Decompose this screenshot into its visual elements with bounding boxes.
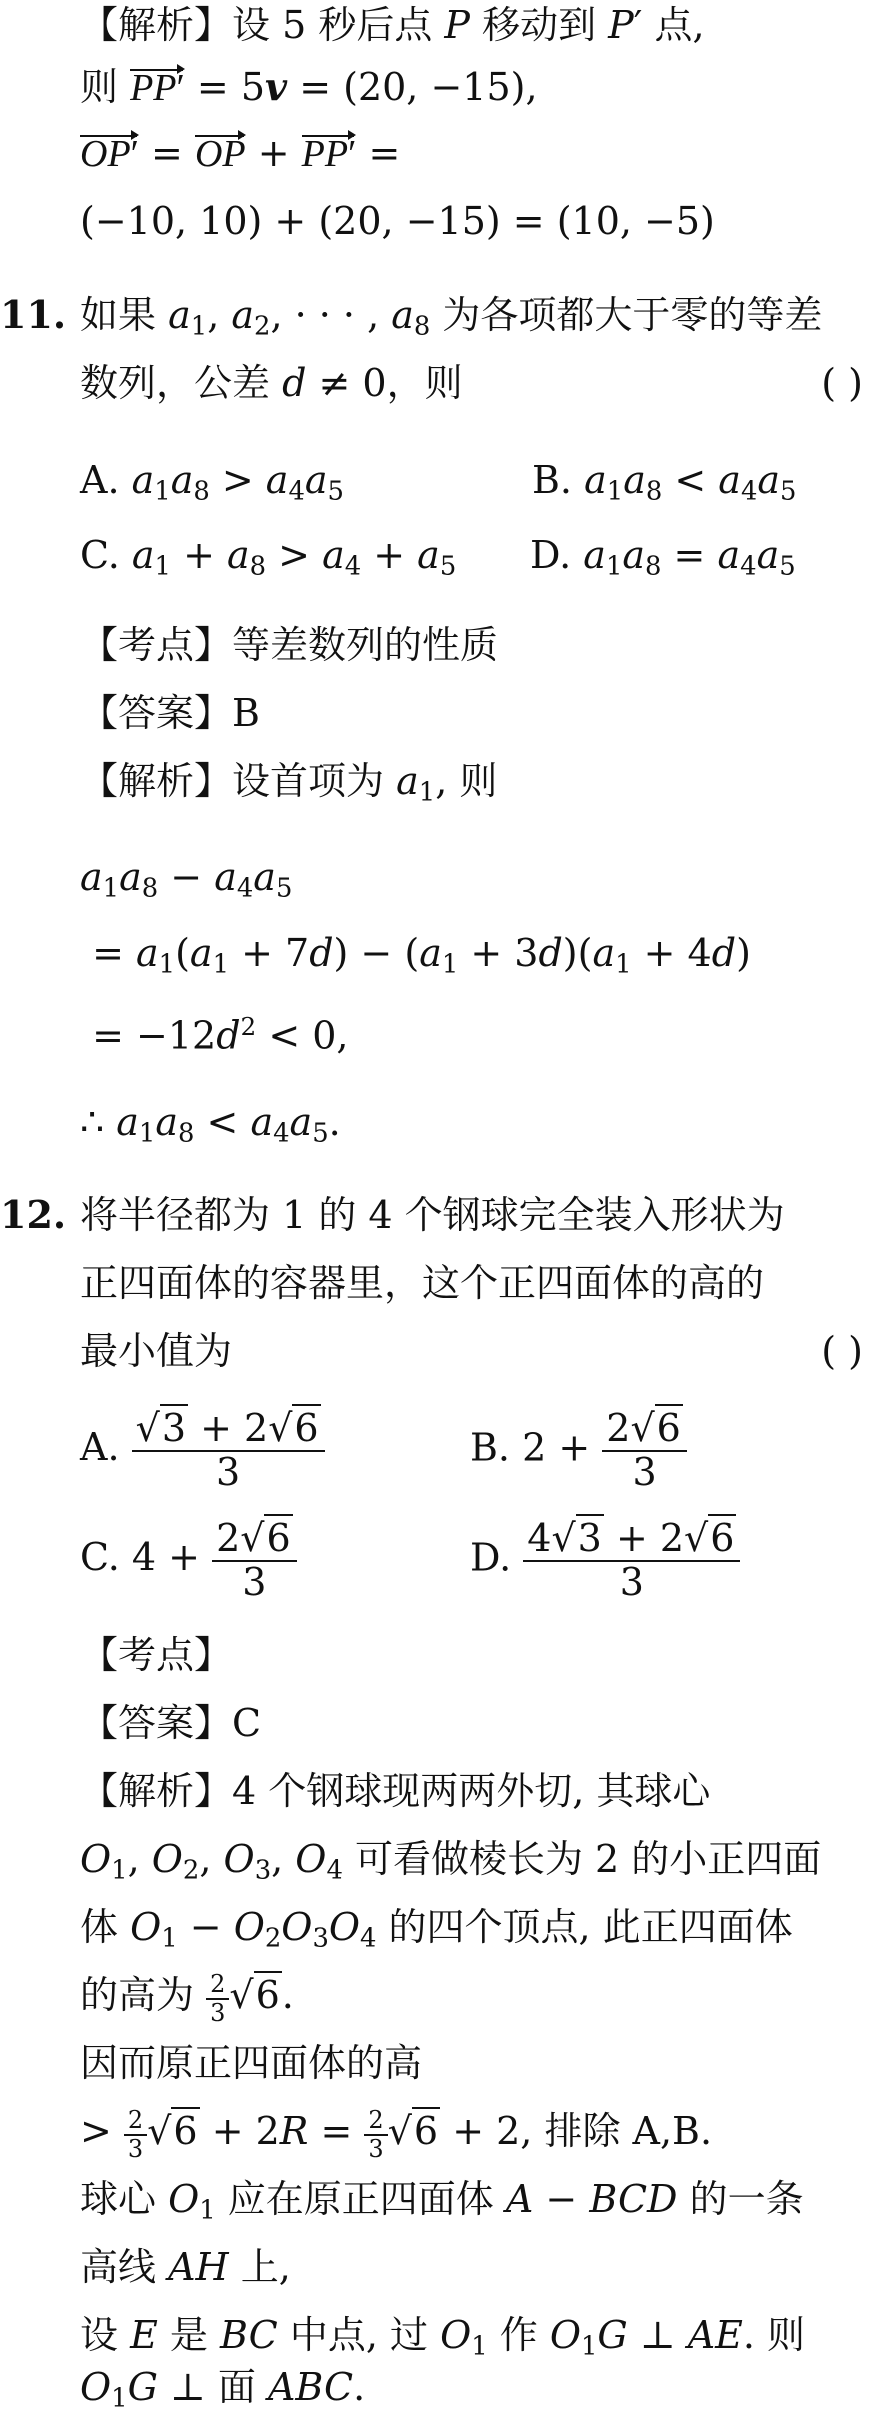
q12-option-c: C. 4 + $\frac{2√6}{3}$ bbox=[80, 1535, 297, 1579]
q12-stem-line-2: 正四面体的容器里，这个正四面体的高的 bbox=[80, 1261, 765, 1305]
q11-number: 11. bbox=[0, 292, 67, 337]
q12-number: 12. bbox=[0, 1192, 67, 1237]
q11-option-c: C. $a_1 + a_8 > a_4 + a_5$ bbox=[80, 533, 457, 582]
q12-analysis-line-3: 体 $O_1 - O_2O_3O_4$ 的四个顶点, 此正四面体 bbox=[80, 1905, 793, 1954]
q11-kaodian: 【考点】等差数列的性质 bbox=[80, 623, 499, 667]
prev-analysis-line-2: 则 PP′ = 5v = (20, −15), bbox=[80, 62, 869, 112]
q11-calc-1: $a_1a_8 - a_4a_5$ bbox=[80, 855, 293, 904]
q11-options-row-1 bbox=[80, 455, 869, 505]
q12-options-row-1 bbox=[80, 1408, 869, 1504]
q12-analysis-line-1: 【解析】4 个钢球现两两外切, 其球心 bbox=[80, 1769, 711, 1813]
q12-stem-line-3: 最小值为 ( ) bbox=[80, 1326, 869, 1376]
q11-options-row-2 bbox=[80, 530, 869, 580]
q12-answer-paren: ( ) bbox=[821, 1329, 863, 1373]
q12-analysis-line-10: $O_1G$ ⊥ 面 ABC. bbox=[80, 2365, 366, 2414]
q11-option-b: B. $a_1a_8 < a_4a_5$ bbox=[532, 458, 797, 507]
q11-stem-line-1: 11. 如果 $a_1$, $a_2$, · · · , $a_8$ 为各项都大于零的等差 bbox=[0, 292, 823, 342]
q12-option-b: B. 2 + $\frac{2√6}{3}$ bbox=[470, 1408, 687, 1494]
q11-option-a: A. $a_1a_8 > a_4a_5$ bbox=[80, 458, 344, 507]
q11-calc-4: ∴ $a_1a_8 < a_4a_5$. bbox=[80, 1100, 341, 1149]
q12-analysis-line-9: 设 E 是 BC 中点, 过 $O_1$ 作 $O_1G$ ⊥ AE. 则 bbox=[80, 2313, 806, 2362]
q11-calc-3: = $-12d^2 < 0$, bbox=[80, 1012, 349, 1058]
q12-analysis-line-6: > $\frac{2}{3}$ √6 + 2R = $\frac{2}{3}$ √6 + 2, 排除 A,B. bbox=[80, 2106, 713, 2163]
q12-analysis-line-4: 的高为 $\frac{2}{3}$ √6. bbox=[80, 1970, 294, 2027]
q12-kaodian: 【考点】 bbox=[80, 1633, 233, 1677]
prev-analysis-line-3: OP′ = OP + PP′ = bbox=[80, 128, 869, 178]
prev-analysis-line-4: (−10, 10) + (20, −15) = (10, −5) bbox=[80, 199, 715, 243]
q11-calc-2: = $a_1(a_1 + 7d) - (a_1 + 3d)(a_1 + 4d)$ bbox=[80, 931, 751, 980]
q12-option-a: A. $\frac{√3 + 2√6}{3}$ bbox=[80, 1425, 325, 1469]
q12-analysis-line-2: $O_1$, $O_2$, $O_3$, $O_4$ 可看做棱长为 2 的小正四面 bbox=[80, 1837, 822, 1886]
q12-answer: 【答案】C bbox=[80, 1701, 262, 1745]
q12-stem-line-1: 12. 将半径都为 1 的 4 个钢球完全装入形状为 bbox=[80, 1190, 869, 1240]
q11-option-d: D. $a_1a_8 = a_4a_5$ bbox=[530, 533, 796, 582]
q12-analysis-line-5: 因而原正四面体的高 bbox=[80, 2041, 423, 2085]
q11-stem-line-2: 数列，公差 d ≠ 0，则 ( ) bbox=[80, 358, 869, 408]
q11-answer: 【答案】B bbox=[80, 691, 260, 735]
prev-analysis-line-1: 【解析】设 5 秒后点 P 移动到 P′ 点, bbox=[80, 3, 705, 47]
q12-analysis-line-7: 球心 $O_1$ 应在原正四面体 A − BCD 的一条 bbox=[80, 2177, 804, 2226]
q12-analysis-line-8: 高线 AH 上, bbox=[80, 2245, 291, 2289]
q11-answer-paren: ( ) bbox=[821, 361, 863, 405]
q12-options-row-2 bbox=[80, 1518, 869, 1614]
q12-option-d: D. $\frac{4√3 + 2√6}{3}$ bbox=[470, 1518, 740, 1604]
q11-analysis: 【解析】设首项为 $a_1$, 则 bbox=[80, 759, 498, 808]
